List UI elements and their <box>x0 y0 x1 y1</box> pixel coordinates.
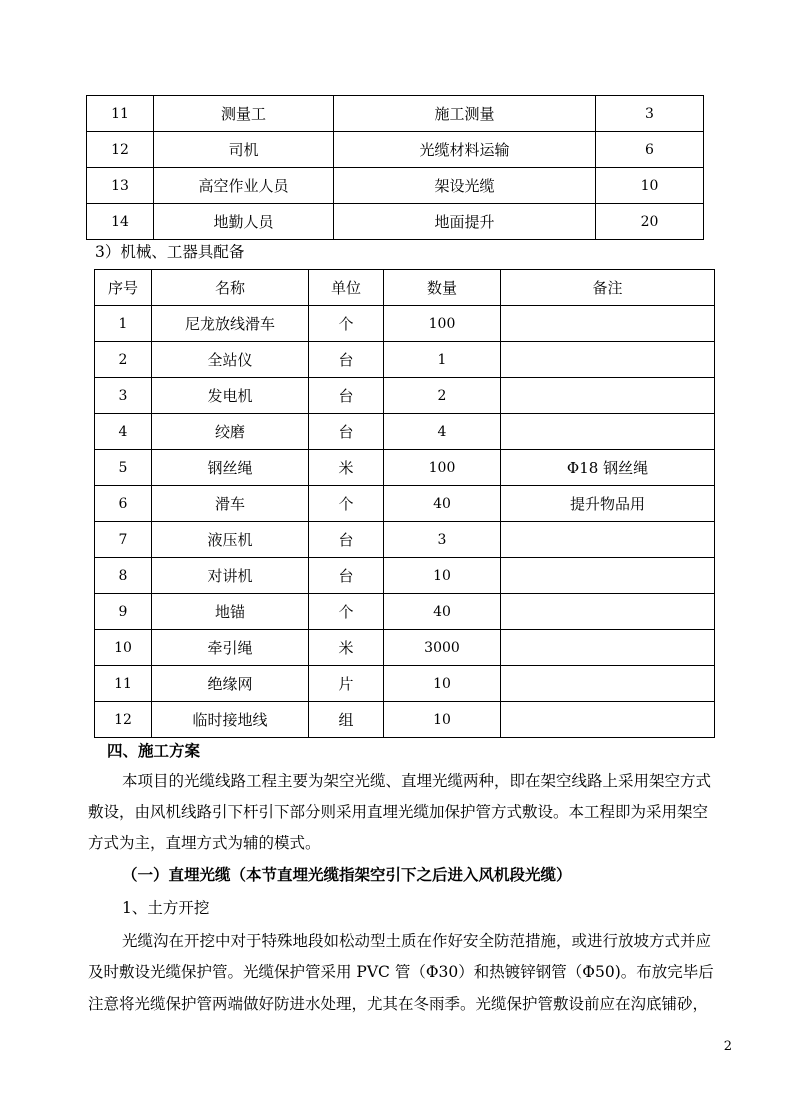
equipment-cell-note <box>501 666 715 702</box>
item-heading: 1、土方开挖 <box>122 899 210 917</box>
staff-row <box>87 96 704 132</box>
equipment-cell-qty: 1 <box>384 342 501 378</box>
equipment-row <box>95 378 715 414</box>
equipment-cell-no: 11 <box>95 666 152 702</box>
staff-cell-role: 高空作业人员 <box>154 168 334 204</box>
staff-cell-role: 测量工 <box>154 96 334 132</box>
equipment-cell-note: 提升物品用 <box>501 486 715 522</box>
paragraph1-line: 方式为主，直埋方式为辅的模式。 <box>88 834 321 852</box>
page-number: 2 <box>723 1039 732 1054</box>
equipment-row <box>95 522 715 558</box>
header-cell: 名称 <box>152 270 309 306</box>
equipment-cell-qty: 10 <box>384 666 501 702</box>
equipment-cell-no: 2 <box>95 342 152 378</box>
equipment-header-row <box>95 270 715 306</box>
equipment-row <box>95 666 715 702</box>
staff-cell-role: 司机 <box>154 132 334 168</box>
equipment-cell-no: 3 <box>95 378 152 414</box>
equipment-cell-name: 牵引绳 <box>152 630 309 666</box>
staff-cell-count: 20 <box>596 204 704 240</box>
staff-row <box>87 168 704 204</box>
equipment-row <box>95 558 715 594</box>
equipment-row <box>95 486 715 522</box>
paragraph1-line: 敷设，由风机线路引下杆引下部分则采用直埋光缆加保护管方式敷设。本工程即为采用架空 <box>88 803 709 821</box>
equipment-cell-note <box>501 630 715 666</box>
paragraph1-line: 本项目的光缆线路工程主要为架空光缆、直埋光缆两种，即在架空线路上采用架空方式 <box>122 772 712 790</box>
equipment-cell-qty: 3000 <box>384 630 501 666</box>
equipment-cell-no: 5 <box>95 450 152 486</box>
equipment-cell-note <box>501 522 715 558</box>
equipment-cell-unit: 个 <box>309 306 384 342</box>
equipment-cell-name: 滑车 <box>152 486 309 522</box>
equipment-cell-name: 全站仪 <box>152 342 309 378</box>
equipment-cell-name: 绝缘网 <box>152 666 309 702</box>
header-cell: 序号 <box>95 270 152 306</box>
staff-table <box>86 95 704 240</box>
equipment-cell-note <box>501 558 715 594</box>
equipment-cell-note <box>501 594 715 630</box>
equipment-cell-unit: 台 <box>309 558 384 594</box>
equipment-cell-no: 9 <box>95 594 152 630</box>
equipment-cell-unit: 台 <box>309 378 384 414</box>
equipment-cell-note <box>501 306 715 342</box>
equipment-table <box>94 269 715 738</box>
staff-cell-role: 地勤人员 <box>154 204 334 240</box>
equipment-cell-no: 8 <box>95 558 152 594</box>
staff-cell-count: 6 <box>596 132 704 168</box>
equipment-cell-unit: 台 <box>309 414 384 450</box>
staff-cell-no: 14 <box>87 204 154 240</box>
equipment-row <box>95 342 715 378</box>
equipment-cell-qty: 2 <box>384 378 501 414</box>
equipment-cell-unit: 米 <box>309 630 384 666</box>
equipment-cell-qty: 10 <box>384 558 501 594</box>
section-heading: 四、施工方案 <box>107 741 201 760</box>
subsection-heading: （一）直埋光缆（本节直埋光缆指架空引下之后进入风机段光缆） <box>122 865 572 884</box>
equipment-cell-qty: 3 <box>384 522 501 558</box>
equipment-cell-name: 对讲机 <box>152 558 309 594</box>
equipment-cell-name: 地锚 <box>152 594 309 630</box>
equipment-cell-qty: 10 <box>384 702 501 738</box>
staff-cell-no: 12 <box>87 132 154 168</box>
staff-cell-task: 光缆材料运输 <box>334 132 596 168</box>
equipment-cell-qty: 100 <box>384 450 501 486</box>
equipment-cell-name: 发电机 <box>152 378 309 414</box>
equipment-cell-qty: 4 <box>384 414 501 450</box>
equipment-cell-unit: 组 <box>309 702 384 738</box>
staff-cell-task: 架设光缆 <box>334 168 596 204</box>
equipment-cell-no: 4 <box>95 414 152 450</box>
equipment-cell-no: 7 <box>95 522 152 558</box>
staff-cell-no: 13 <box>87 168 154 204</box>
equipment-row <box>95 306 715 342</box>
equipment-cell-name: 钢丝绳 <box>152 450 309 486</box>
equipment-row <box>95 450 715 486</box>
equipment-cell-unit: 个 <box>309 594 384 630</box>
equipment-cell-unit: 米 <box>309 450 384 486</box>
header-cell: 单位 <box>309 270 384 306</box>
header-cell: 数量 <box>384 270 501 306</box>
equipment-cell-unit: 台 <box>309 342 384 378</box>
equipment-cell-note <box>501 342 715 378</box>
staff-cell-count: 3 <box>596 96 704 132</box>
equipment-cell-name: 尼龙放线滑车 <box>152 306 309 342</box>
equipment-row <box>95 414 715 450</box>
equipment-cell-note <box>501 702 715 738</box>
equipment-cell-name: 液压机 <box>152 522 309 558</box>
staff-cell-task: 施工测量 <box>334 96 596 132</box>
staff-row <box>87 204 704 240</box>
equipment-cell-unit: 个 <box>309 486 384 522</box>
paragraph2-line: 注意将光缆保护管两端做好防进水处理，尤其在冬雨季。光缆保护管敷设前应在沟底铺砂， <box>88 995 709 1013</box>
staff-cell-count: 10 <box>596 168 704 204</box>
equipment-section-title: 3）机械、工器具配备 <box>95 243 245 261</box>
equipment-cell-unit: 片 <box>309 666 384 702</box>
equipment-cell-unit: 台 <box>309 522 384 558</box>
equipment-row <box>95 594 715 630</box>
equipment-cell-qty: 40 <box>384 594 501 630</box>
equipment-cell-note: Φ18 钢丝绳 <box>501 450 715 486</box>
staff-row <box>87 132 704 168</box>
equipment-cell-no: 1 <box>95 306 152 342</box>
paragraph2-line: 光缆沟在开挖中对于特殊地段如松动型土质在作好安全防范措施，或进行放坡方式并应 <box>122 932 712 950</box>
staff-cell-task: 地面提升 <box>334 204 596 240</box>
staff-cell-no: 11 <box>87 96 154 132</box>
header-cell: 备注 <box>501 270 715 306</box>
equipment-cell-qty: 100 <box>384 306 501 342</box>
equipment-cell-name: 绞磨 <box>152 414 309 450</box>
equipment-row <box>95 702 715 738</box>
equipment-cell-note <box>501 414 715 450</box>
paragraph2-line: 及时敷设光缆保护管。光缆保护管采用 PVC 管（Φ30）和热镀锌钢管（Φ50)。布放完毕后 <box>88 963 714 981</box>
equipment-cell-no: 12 <box>95 702 152 738</box>
equipment-cell-no: 10 <box>95 630 152 666</box>
equipment-cell-qty: 40 <box>384 486 501 522</box>
equipment-cell-note <box>501 378 715 414</box>
equipment-row <box>95 630 715 666</box>
equipment-cell-no: 6 <box>95 486 152 522</box>
equipment-cell-name: 临时接地线 <box>152 702 309 738</box>
